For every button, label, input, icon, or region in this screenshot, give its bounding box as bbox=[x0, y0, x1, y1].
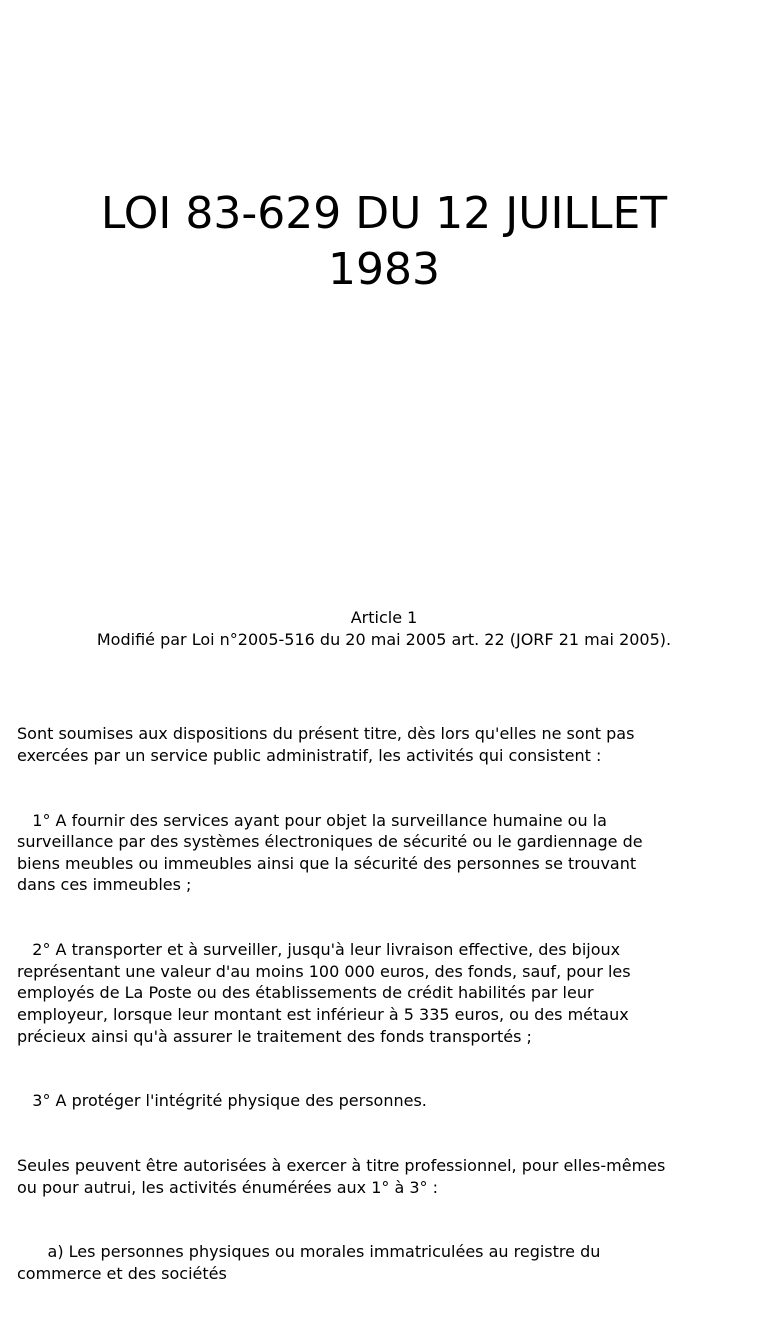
paragraph-item-3: 3° A protéger l'intégrité physique des personnes. bbox=[17, 1091, 427, 1111]
article-header bbox=[0, 607, 768, 651]
document-title bbox=[0, 186, 768, 298]
article-modified-by: Modifié par Loi n°2005-516 du 20 mai 2005 art. 22 (JORF 21 mai 2005). bbox=[96, 630, 672, 649]
paragraph-intro: Sont soumises aux dispositions du présent titre, dès lors qu'elles ne sont pas exercées par un service public administratif, les activités qui consistent : bbox=[17, 724, 635, 765]
document-title-line-2: 1983 bbox=[328, 244, 440, 295]
paragraph-item-1: 1° A fournir des services ayant pour objet la surveillance humaine ou la surveillance par des systèmes électroniques de sécurité ou le gardiennage de biens meubles ou immeubles ainsi que la sécurité des personnes se trouvant dans ces immeubles ; bbox=[17, 810, 643, 895]
document-title-line-1: LOI 83-629 DU 12 JUILLET bbox=[100, 188, 668, 239]
article-label: Article 1 bbox=[350, 608, 418, 627]
paragraph-authorized: Seules peuvent être autorisées à exercer à titre professionnel, pour elles-mêmes ou pour autrui, les activités énumérées aux 1° à 3° : bbox=[17, 1156, 666, 1197]
paragraph-item-a: a) Les personnes physiques ou morales immatriculées au registre du commerce et des sociétés bbox=[17, 1242, 601, 1284]
article-body bbox=[17, 680, 757, 1328]
paragraph-item-2: 2° A transporter et à surveiller, jusqu'à leur livraison effective, des bijoux représentant une valeur d'au moins 100 000 euros, des fonds, sauf, pour les employés de La Poste ou des établissements de crédit habilités par leur employeur, lorsque leur montant est inférieur à 5 335 euros, ou des métaux précieux ainsi qu'à assurer le traitement des fonds transportés ; bbox=[17, 940, 631, 1046]
